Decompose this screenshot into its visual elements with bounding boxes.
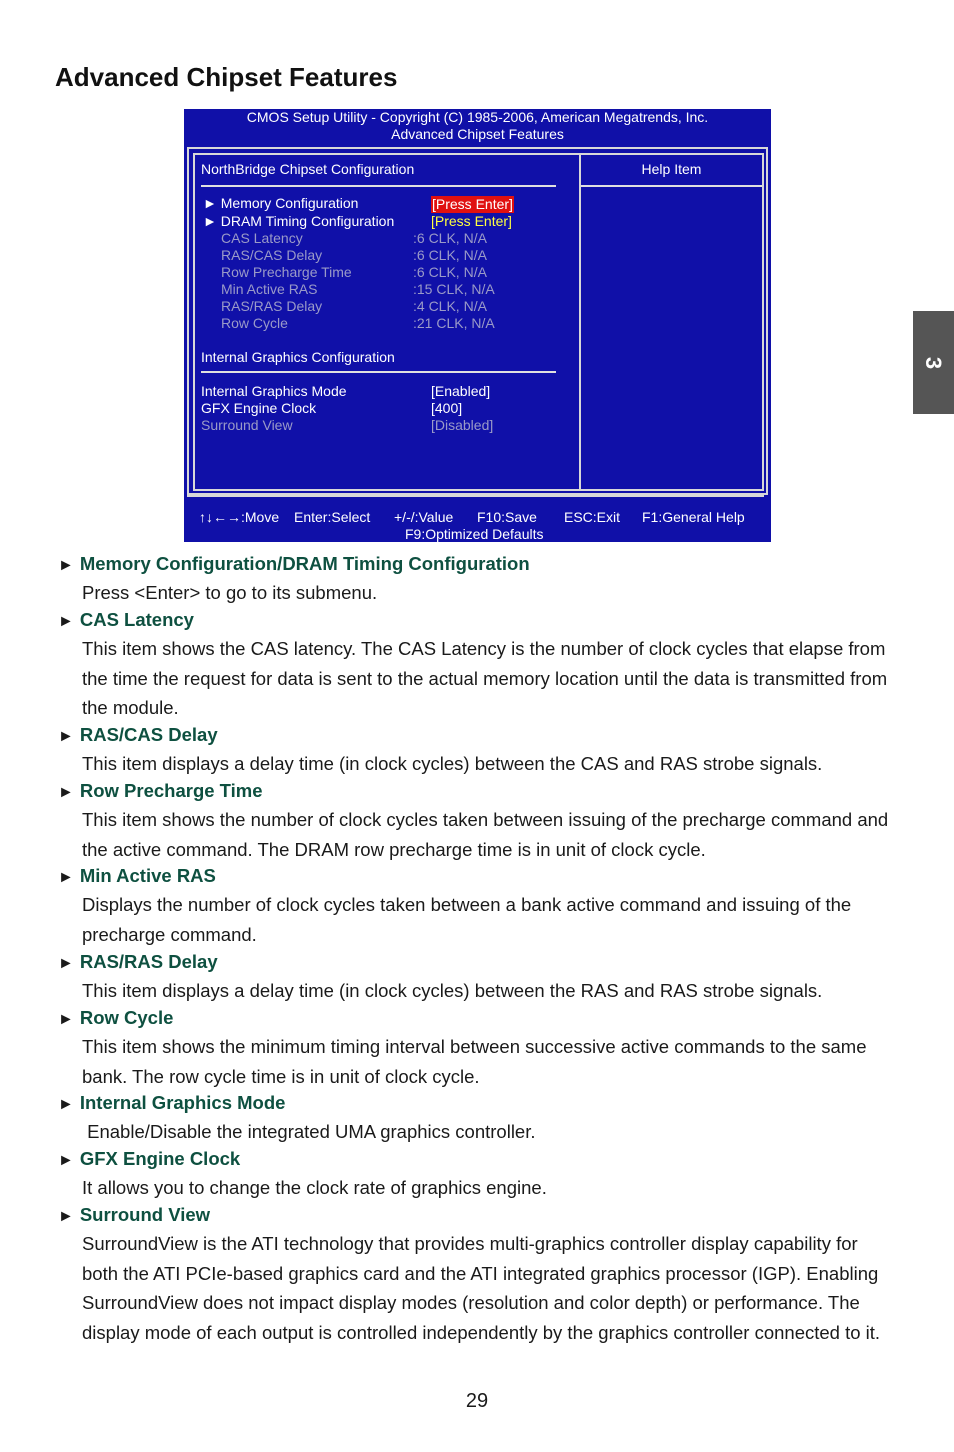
timing-label-row-cycle: Row Cycle <box>221 315 288 331</box>
chapter-tab <box>913 311 954 414</box>
bullet-arrow-icon: ► <box>58 1152 74 1169</box>
bullet-arrow-icon: ► <box>58 1208 74 1225</box>
section-body-surround-view: SurroundView is the ATI technology that provides multi-graphics controller display capability for both the ATI PCIe-based graphics card and the ATI integrated graphics processor (IGP). Enabling SurroundView does not impact display modes (resolution and color depth) or performance. The display mode of each output is controlled independently by the graphics controller connected to it. <box>82 1233 881 1343</box>
heading-text: RAS/RAS Delay <box>79 951 218 972</box>
section-body-internal-graphics-mode: Enable/Disable the integrated UMA graphics controller. <box>82 1121 536 1142</box>
section-rule <box>201 371 556 373</box>
section-heading-ras-cas-delay <box>58 724 218 746</box>
heading-text: Row Cycle <box>79 1007 174 1028</box>
heading-text: Memory Configuration/DRAM Timing Configuration <box>79 553 530 574</box>
key-exit: ESC:Exit <box>564 509 621 525</box>
bios-key-legend <box>187 495 764 541</box>
section-heading-gfx-engine-clock <box>58 1148 240 1170</box>
section-body-row-cycle: This item shows the minimum timing interval between successive active commands to the same bank. The row cycle time is in unit of clock cycle. <box>82 1036 867 1087</box>
dram-timing-value[interactable]: [Press Enter] <box>431 213 512 229</box>
key-value: +/-/:Value <box>394 509 454 525</box>
section-heading-row-precharge <box>58 780 263 802</box>
panel-divider <box>579 155 581 489</box>
key-help: F1:General Help <box>642 509 745 525</box>
timing-label-row-precharge: Row Precharge Time <box>221 264 352 280</box>
section-heading-surround-view <box>58 1204 210 1226</box>
bios-header <box>184 109 771 143</box>
timing-label-ras-cas: RAS/CAS Delay <box>221 247 323 263</box>
section-body-ras-cas-delay: This item displays a delay time (in clock cycles) between the CAS and RAS strobe signals. <box>82 753 823 774</box>
timing-value-ras-cas: :6 CLK, N/A <box>413 247 487 263</box>
section-heading-cas-latency <box>58 609 194 631</box>
bios-panel <box>193 153 764 491</box>
section-body-min-active-ras: Displays the number of clock cycles taken between a bank active command and issuing of the precharge command. <box>82 894 852 945</box>
bullet-arrow-icon: ► <box>58 557 74 574</box>
bullet-arrow-icon: ► <box>58 955 74 972</box>
gfx-clock-label[interactable]: GFX Engine Clock <box>201 400 317 416</box>
bullet-arrow-icon: ► <box>58 1011 74 1028</box>
bullet-arrow-icon: ► <box>58 869 74 886</box>
section-rule <box>201 185 556 187</box>
heading-text: GFX Engine Clock <box>79 1148 241 1169</box>
bullet-arrow-icon: ► <box>58 1096 74 1113</box>
section-heading-min-active-ras <box>58 865 216 887</box>
surround-view-value: [Disabled] <box>431 417 494 433</box>
key-move: ↑↓←→:Move <box>199 509 280 525</box>
surround-view-label: Surround View <box>201 417 293 433</box>
section-heading-memory-dram <box>58 553 530 575</box>
graphics-mode-label[interactable]: Internal Graphics Mode <box>201 383 347 399</box>
gfx-clock-value[interactable]: [400] <box>431 400 463 416</box>
page-title: Advanced Chipset Features <box>55 62 398 92</box>
timing-value-row-cycle: :21 CLK, N/A <box>413 315 495 331</box>
key-defaults: F9:Optimized Defaults <box>405 526 544 542</box>
section-heading-ras-ras-delay <box>58 951 218 973</box>
section-body-gfx-engine-clock: It allows you to change the clock rate of graphics engine. <box>82 1177 547 1198</box>
heading-text: Internal Graphics Mode <box>79 1092 286 1113</box>
section-body-memory-dram: Press <Enter> to go to its submenu. <box>82 582 378 603</box>
section-body-cas-latency: This item shows the CAS latency. The CAS Latency is the number of clock cycles that elapse from the time the request for data is sent to the actual memory location until the data is transmitted from the module. <box>82 638 888 718</box>
memory-config-value[interactable]: [Press Enter] <box>432 196 513 212</box>
heading-text: Min Active RAS <box>79 865 216 886</box>
bullet-arrow-icon: ► <box>58 728 74 745</box>
bios-screen-title: Advanced Chipset Features <box>391 126 564 142</box>
section-body-ras-ras-delay: This item displays a delay time (in clock cycles) between the RAS and RAS strobe signals. <box>82 980 823 1001</box>
help-title: Help Item <box>641 161 702 177</box>
heading-text: Row Precharge Time <box>79 780 263 801</box>
bullet-arrow-icon: ► <box>58 613 74 630</box>
timing-value-row-precharge: :6 CLK, N/A <box>413 264 487 280</box>
timing-label-min-active-ras: Min Active RAS <box>221 281 318 297</box>
chapter-number: 3 <box>921 356 947 369</box>
bios-screen <box>184 109 771 542</box>
graphics-mode-value[interactable]: [Enabled] <box>431 383 491 399</box>
section-heading-row-cycle <box>58 1007 173 1029</box>
bios-copyright: CMOS Setup Utility - Copyright (C) 1985-2006, American Megatrends, Inc. <box>246 109 709 125</box>
bios-frame <box>187 147 768 495</box>
section-body-row-precharge: This item shows the number of clock cycles taken between issuing of the precharge command and the active command. The DRAM row precharge time is in unit of clock cycle. <box>82 809 889 860</box>
timing-value-min-active-ras: :15 CLK, N/A <box>413 281 495 297</box>
northbridge-title: NorthBridge Chipset Configuration <box>201 161 415 177</box>
graphics-title: Internal Graphics Configuration <box>201 349 395 365</box>
help-rule <box>581 185 762 187</box>
timing-label-ras-ras: RAS/RAS Delay <box>221 298 323 314</box>
section-heading-internal-graphics-mode <box>58 1092 285 1114</box>
bullet-arrow-icon: ► <box>58 784 74 801</box>
key-save: F10:Save <box>477 509 537 525</box>
timing-value-cas: :6 CLK, N/A <box>413 230 487 246</box>
page-number: 29 <box>465 1390 489 1412</box>
timing-value-ras-ras: :4 CLK, N/A <box>413 298 487 314</box>
heading-text: CAS Latency <box>79 609 194 630</box>
heading-text: Surround View <box>79 1204 211 1225</box>
key-select: Enter:Select <box>294 509 371 525</box>
heading-text: RAS/CAS Delay <box>79 724 218 745</box>
menu-item-dram-timing[interactable]: ► DRAM Timing Configuration <box>203 213 395 229</box>
menu-item-memory-configuration[interactable]: ► Memory Configuration <box>203 195 359 211</box>
timing-label-cas: CAS Latency <box>221 230 303 246</box>
